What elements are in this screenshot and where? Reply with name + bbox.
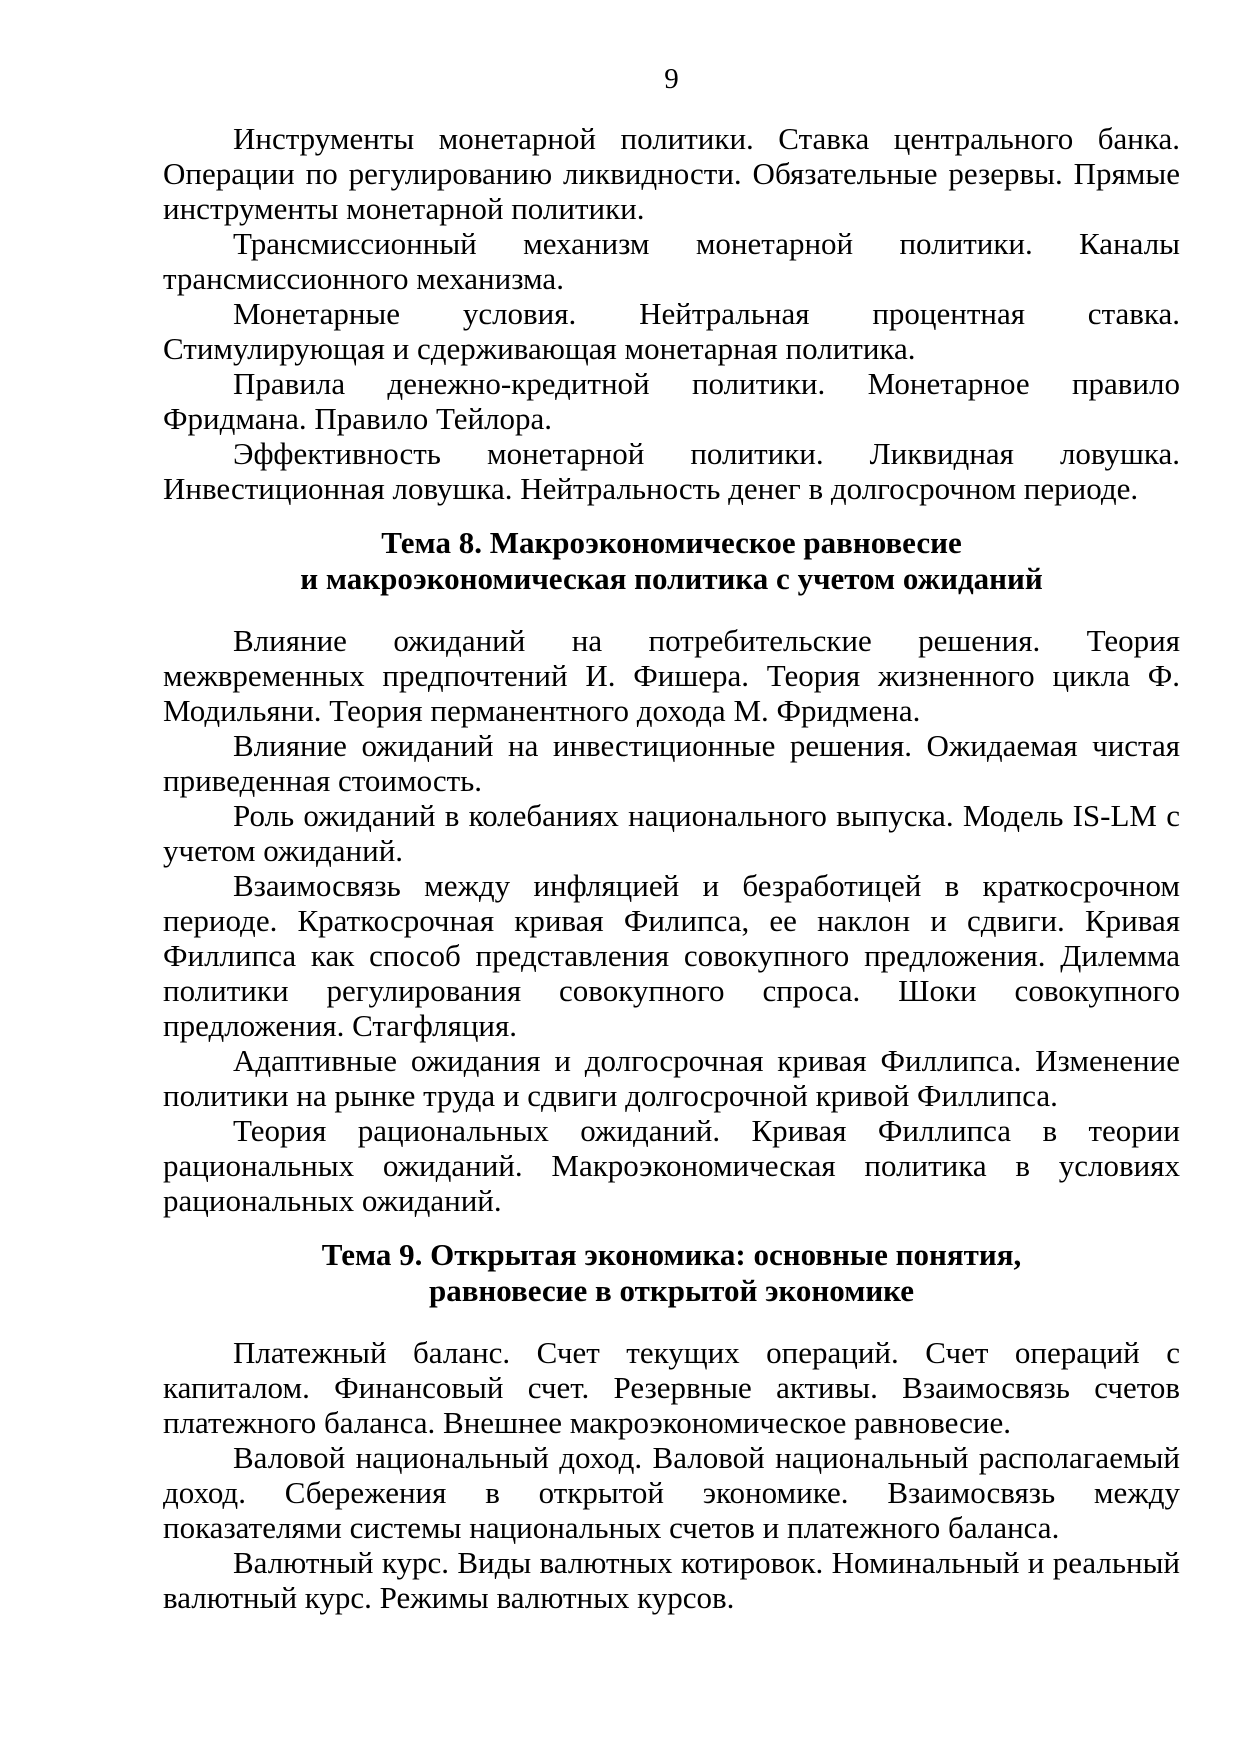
heading-line: и макроэкономическая политика с учетом ожиданий: [300, 561, 1043, 596]
page-body: [163, 121, 1180, 1615]
page-number: 9: [664, 63, 679, 95]
paragraph: Валовой национальный доход. Валовой национальный располагаемый доход. Сбережения в открытой экономике. Взаимосвязь между показателями системы национальных счетов и платежного баланса.: [163, 1440, 1180, 1545]
heading-line: Тема 9. Открытая экономика: основные понятия,: [321, 1237, 1022, 1272]
paragraph: Правила денежно-кредитной политики. Монетарное правило Фридмана. Правило Тейлора.: [163, 366, 1180, 436]
paragraph: Взаимосвязь между инфляцией и безработицей в краткосрочном периоде. Краткосрочная кривая Филипса, ее наклон и сдвиги. Кривая Филлипса как способ представления совокупного предложения. Дилемма политики регулирования совокупного спроса. Шоки совокупного предложения. Стагфляция.: [163, 868, 1180, 1043]
paragraph: Адаптивные ожидания и долгосрочная кривая Филлипса. Изменение политики на рынке труда и сдвиги долгосрочной кривой Филлипса.: [163, 1043, 1180, 1113]
paragraph: Монетарные условия. Нейтральная процентная ставка. Стимулирующая и сдерживающая монетарная политика.: [163, 296, 1180, 366]
paragraph: Валютный курс. Виды валютных котировок. Номинальный и реальный валютный курс. Режимы валютных курсов.: [163, 1545, 1180, 1615]
paragraph: Трансмиссионный механизм монетарной политики. Каналы трансмиссионного механизма.: [163, 226, 1180, 296]
heading-line: равновесие в открытой экономике: [428, 1273, 915, 1308]
paragraph: Влияние ожиданий на потребительские решения. Теория межвременных предпочтений И. Фишера. Теория жизненного цикла Ф. Модильяни. Теория перманентного дохода М. Фридмена.: [163, 623, 1180, 728]
heading-line: Тема 8. Макроэкономическое равновесие: [381, 525, 962, 560]
paragraph: Роль ожиданий в колебаниях национального выпуска. Модель IS-LM с учетом ожиданий.: [163, 798, 1180, 868]
paragraph: Влияние ожиданий на инвестиционные решения. Ожидаемая чистая приведенная стоимость.: [163, 728, 1180, 798]
paragraph: Инструменты монетарной политики. Ставка центрального банка. Операции по регулированию ликвидности. Обязательные резервы. Прямые инструменты монетарной политики.: [163, 121, 1180, 226]
section-heading-tema-9: [163, 1237, 1180, 1309]
section-heading-tema-8: [163, 525, 1180, 597]
paragraph: Эффективность монетарной политики. Ликвидная ловушка. Инвестиционная ловушка. Нейтральность денег в долгосрочном периоде.: [163, 436, 1180, 506]
paragraph: Теория рациональных ожиданий. Кривая Филлипса в теории рациональных ожиданий. Макроэкономическая политика в условиях рациональных ожиданий.: [163, 1113, 1180, 1218]
paragraph: Платежный баланс. Счет текущих операций. Счет операций с капиталом. Финансовый счет. Резервные активы. Взаимосвязь счетов платежного баланса. Внешнее макроэкономическое равновесие.: [163, 1335, 1180, 1440]
